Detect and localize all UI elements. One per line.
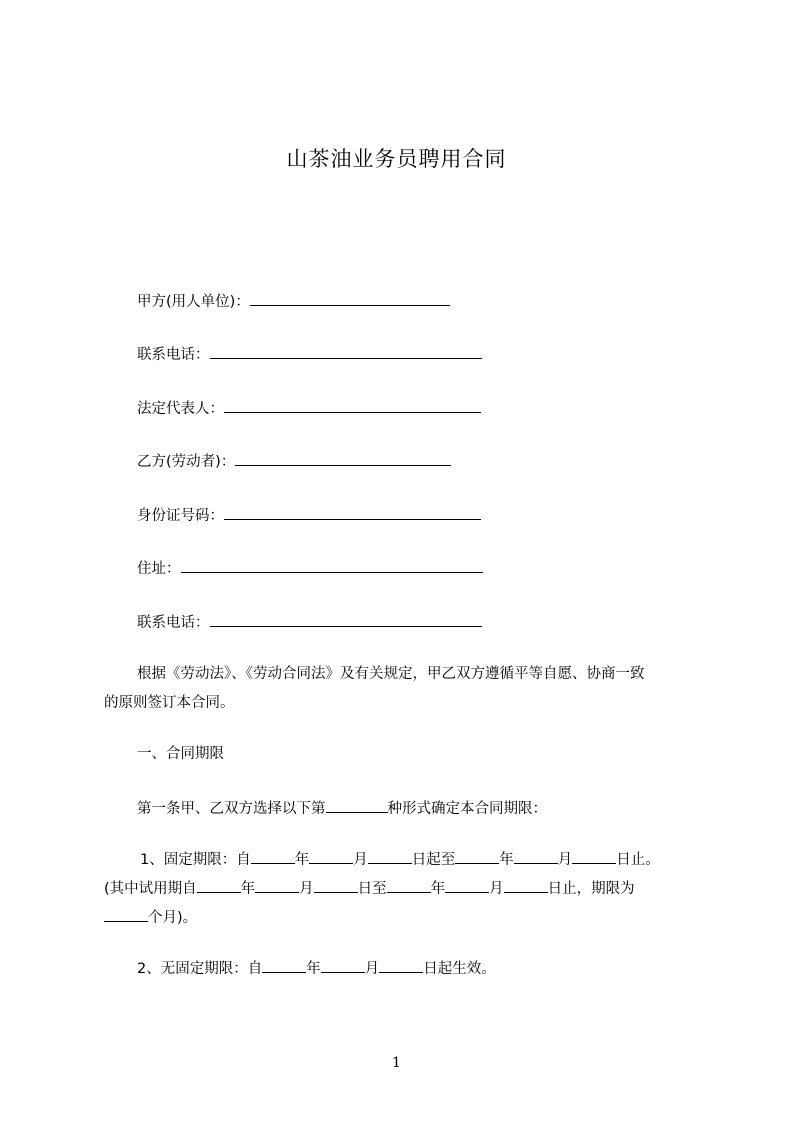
field-label: 住址：: [137, 561, 181, 577]
fill-blank[interactable]: [224, 398, 481, 413]
field-label: 联系电话：: [137, 615, 210, 631]
field-party-a: [137, 291, 450, 312]
fill-blank[interactable]: [210, 344, 482, 359]
fill-blank[interactable]: [572, 849, 616, 864]
field-phone-b: [137, 612, 482, 633]
fill-blank[interactable]: [255, 878, 299, 893]
fill-blank[interactable]: [250, 291, 450, 306]
field-label: 联系电话：: [137, 347, 210, 363]
fixed-term-paragraph: [104, 846, 704, 933]
fill-blank[interactable]: [104, 907, 148, 922]
fill-blank[interactable]: [379, 958, 423, 973]
fill-blank[interactable]: [251, 849, 295, 864]
fill-blank[interactable]: [445, 878, 489, 893]
field-label: 乙方(劳动者)：: [137, 454, 236, 470]
fill-blank[interactable]: [235, 451, 451, 466]
fill-blank[interactable]: [181, 558, 483, 573]
fill-blank[interactable]: [210, 612, 482, 627]
fixed-term-line: 1、固定期限：自 年 月 日起至 年 月 日止。: [104, 846, 704, 875]
intro-paragraph: [104, 660, 704, 718]
field-label: 甲方(用人单位)：: [137, 294, 250, 310]
field-phone-a: [137, 344, 482, 365]
fill-blank[interactable]: [321, 958, 365, 973]
intro-line: 根据《劳动法》、《劳动合同法》及有关规定，甲乙双方遵循平等自愿、协商一致: [137, 666, 645, 682]
field-label: 法定代表人：: [137, 401, 224, 417]
trial-period-line: (其中试用期自 年 月 日至 年 月 日止，期限为: [104, 875, 704, 904]
field-id-number: [137, 505, 481, 526]
fill-blank[interactable]: [314, 878, 358, 893]
trial-months-line: 个月)。: [104, 904, 704, 933]
field-label: 身份证号码：: [137, 508, 224, 524]
fill-blank[interactable]: [326, 798, 388, 813]
document-title: 山茶油业务员聘用合同: [286, 147, 507, 171]
section-heading: 一、合同期限: [137, 746, 224, 762]
fill-blank[interactable]: [387, 878, 431, 893]
field-party-b: [137, 451, 451, 472]
article-1: 第一条甲、乙双方选择以下第 种形式确定本合同期限：: [137, 798, 547, 819]
field-address: [137, 558, 483, 579]
fill-blank[interactable]: [309, 849, 353, 864]
fill-blank[interactable]: [368, 849, 412, 864]
fill-blank[interactable]: [455, 849, 499, 864]
field-legal-rep: [137, 398, 481, 419]
fill-blank[interactable]: [197, 878, 241, 893]
fill-blank[interactable]: [514, 849, 558, 864]
open-term-line: 2、无固定期限：自 年 月 日起生效。: [137, 958, 496, 979]
fill-blank[interactable]: [224, 505, 481, 520]
intro-line: 的原则签订本合同。: [104, 695, 235, 711]
fill-blank[interactable]: [262, 958, 306, 973]
fill-blank[interactable]: [504, 878, 548, 893]
page-number: 1: [392, 1055, 401, 1071]
